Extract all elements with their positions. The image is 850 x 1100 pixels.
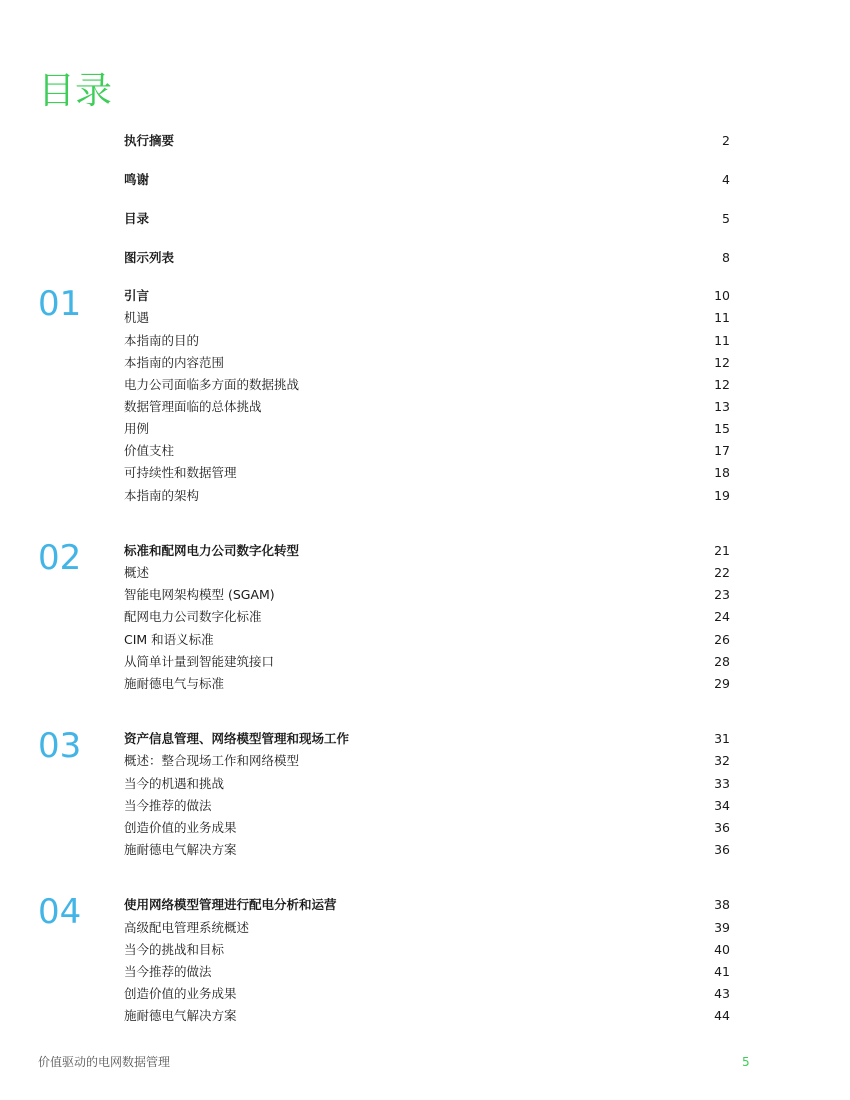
section-number-02: 02 (38, 538, 82, 578)
toc-entry-label: 高级配电管理系统概述 (124, 920, 250, 935)
toc-entry-page: 17 (714, 443, 730, 458)
toc-entry-page: 26 (714, 632, 730, 647)
toc-entry-label: 当今的挑战和目标 (124, 942, 225, 957)
toc-entry-label: 本指南的目的 (124, 333, 200, 348)
toc-entry[interactable] (124, 918, 730, 938)
toc-entry[interactable] (124, 774, 730, 794)
section-number-04: 04 (38, 892, 82, 932)
toc-entry-page: 4 (722, 172, 730, 187)
toc-entry-label: 施耐德电气解决方案 (124, 842, 237, 857)
toc-entry[interactable] (124, 984, 730, 1004)
toc-entry-page: 5 (722, 211, 730, 226)
toc-entry-page: 11 (714, 310, 730, 325)
toc-entry-page: 12 (714, 377, 730, 392)
toc-entry-label: 执行摘要 (124, 133, 175, 148)
section-number-01: 01 (38, 284, 82, 324)
toc-entry-label: 施耐德电气解决方案 (124, 1008, 237, 1023)
toc-entry-page: 39 (714, 920, 730, 935)
toc-entry-page: 15 (714, 421, 730, 436)
toc-entry-page: 28 (714, 654, 730, 669)
toc-entry[interactable] (124, 248, 730, 268)
toc-entry-label: 用例 (124, 421, 150, 436)
toc-entry[interactable] (124, 308, 730, 328)
toc-entry-label: 概述 (124, 565, 150, 580)
toc-entry[interactable] (124, 796, 730, 816)
toc-entry-page: 12 (714, 355, 730, 370)
toc-entry-label: 价值支柱 (124, 443, 175, 458)
toc-entry-page: 22 (714, 565, 730, 580)
toc-entry-page: 19 (714, 488, 730, 503)
toc-entry-label: 引言 (124, 288, 150, 303)
toc-entry-label: 可持续性和数据管理 (124, 465, 237, 480)
toc-entry-label: 机遇 (124, 310, 150, 325)
toc-entry-page: 18 (714, 465, 730, 480)
toc-entry[interactable] (124, 940, 730, 960)
toc-entry-label: 数据管理面临的总体挑战 (124, 399, 262, 414)
toc-entry-page: 2 (722, 133, 730, 148)
toc-entry[interactable] (124, 607, 730, 627)
toc-entry-page: 36 (714, 820, 730, 835)
toc-entry[interactable] (124, 419, 730, 439)
toc-entry-label: 目录 (124, 211, 150, 226)
toc-entry-page: 29 (714, 676, 730, 691)
toc-entry[interactable] (124, 563, 730, 583)
toc-entry-label: 创造价值的业务成果 (124, 820, 237, 835)
toc-entry-label: 当今推荐的做法 (124, 798, 212, 813)
toc-entry-page: 10 (714, 288, 730, 303)
toc-entry[interactable] (124, 585, 730, 605)
toc-entry-page: 40 (714, 942, 730, 957)
toc-entry-label: 从简单计量到智能建筑接口 (124, 654, 275, 669)
toc-entry[interactable] (124, 818, 730, 838)
toc-entry-label: 本指南的架构 (124, 488, 200, 503)
toc-entry-page: 11 (714, 333, 730, 348)
toc-entry[interactable] (124, 353, 730, 373)
toc-entry-label: 智能电网架构模型 (SGAM) (124, 587, 275, 602)
toc-entry[interactable] (124, 486, 730, 506)
toc-entry-label: 标准和配网电力公司数字化转型 (124, 543, 300, 558)
toc-entry[interactable] (124, 331, 730, 351)
toc-entry-label: 图示列表 (124, 250, 175, 265)
toc-entry-label: 当今的机遇和挑战 (124, 776, 225, 791)
toc-entry[interactable] (124, 463, 730, 483)
toc-entry-label: 创造价值的业务成果 (124, 986, 237, 1001)
toc-entry-page: 24 (714, 609, 730, 624)
section-number-03: 03 (38, 726, 82, 766)
toc-entry[interactable] (124, 751, 730, 771)
toc-entry[interactable] (124, 397, 730, 417)
toc-entry[interactable] (124, 840, 730, 860)
toc-entry[interactable] (124, 375, 730, 395)
toc-entry[interactable] (124, 962, 730, 982)
toc-entry-page: 31 (714, 731, 730, 746)
toc-section-heading[interactable] (124, 729, 730, 749)
toc-entry[interactable] (124, 674, 730, 694)
toc-entry[interactable] (124, 209, 730, 229)
toc-entry-label: 鸣谢 (124, 172, 150, 187)
toc-section-heading[interactable] (124, 541, 730, 561)
toc-section-heading[interactable] (124, 286, 730, 306)
toc-entry-label: 使用网络模型管理进行配电分析和运营 (124, 897, 337, 912)
toc-entry-page: 34 (714, 798, 730, 813)
toc-entry-page: 13 (714, 399, 730, 414)
toc-entry[interactable] (124, 131, 730, 151)
toc-section-heading[interactable] (124, 895, 730, 915)
toc-entry-page: 21 (714, 543, 730, 558)
toc-entry-page: 23 (714, 587, 730, 602)
footer-page-number: 5 (742, 1055, 750, 1069)
toc-entry[interactable] (124, 652, 730, 672)
toc-entry[interactable] (124, 1006, 730, 1026)
toc-entry[interactable] (124, 630, 730, 650)
toc-entry-page: 44 (714, 1008, 730, 1023)
page-title: 目录 (38, 69, 112, 112)
toc-entry-page: 38 (714, 897, 730, 912)
toc-entry-label: 本指南的内容范围 (124, 355, 225, 370)
toc-entry-label: 施耐德电气与标准 (124, 676, 225, 691)
toc-entry-page: 32 (714, 753, 730, 768)
toc-entry-label: 电力公司面临多方面的数据挑战 (124, 377, 300, 392)
toc-entry[interactable] (124, 441, 730, 461)
toc-entry-page: 8 (722, 250, 730, 265)
toc-entry-label: CIM 和语义标准 (124, 632, 214, 647)
toc-entry-page: 33 (714, 776, 730, 791)
toc-entry-label: 概述：整合现场工作和网络模型 (124, 753, 300, 768)
toc-entry-label: 资产信息管理、网络模型管理和现场工作 (124, 731, 350, 746)
toc-entry[interactable] (124, 170, 730, 190)
toc-entry-label: 当今推荐的做法 (124, 964, 212, 979)
toc-entry-label: 配网电力公司数字化标准 (124, 609, 262, 624)
toc-entry-page: 36 (714, 842, 730, 857)
footer-document-title: 价值驱动的电网数据管理 (38, 1055, 171, 1069)
toc-entry-page: 43 (714, 986, 730, 1001)
toc-entry-page: 41 (714, 964, 730, 979)
